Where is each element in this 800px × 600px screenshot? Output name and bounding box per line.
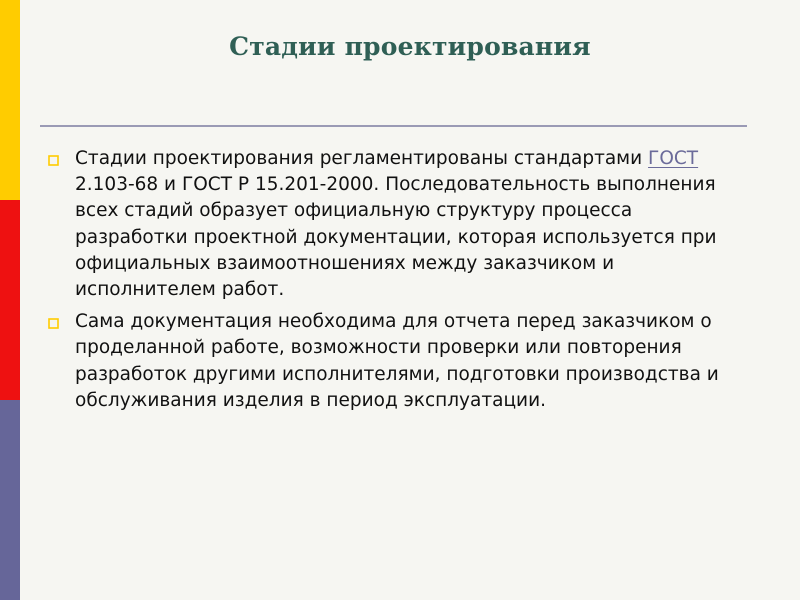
title-divider (40, 125, 747, 127)
strip-segment-yellow (0, 0, 20, 200)
slide-content (48, 146, 748, 420)
hollow-square-bullet-icon (48, 155, 59, 166)
strip-segment-red (0, 200, 20, 400)
slide-title: Стадии проектирования (229, 32, 591, 61)
bullet-item-1 (48, 146, 748, 303)
bullet-1-text-end: 2.103-68 и ГОСТ Р 15.201-2000. Последовательность выполнения всех стадий образует официальную структуру процесса разработки проектной документации, которая используется при официальных взаимоотношениях между заказчиком и исполнителем работ. (75, 174, 717, 301)
bullet-item-2 (48, 309, 748, 414)
bullet-2-text: Сама документация необходима для отчета перед заказчиком о проделанной работе, возможности проверки или повторения разработок другими исполнителями, подготовки производства и обслуживания изделия в период эксплуатации. (75, 311, 719, 411)
gost-link[interactable]: ГОСТ (648, 148, 699, 169)
bullet-1-text-start: Стадии проектирования регламентированы стандартами (75, 148, 649, 169)
strip-segment-blue (0, 400, 20, 600)
hollow-square-bullet-icon (48, 318, 59, 329)
left-color-strip (0, 0, 20, 600)
